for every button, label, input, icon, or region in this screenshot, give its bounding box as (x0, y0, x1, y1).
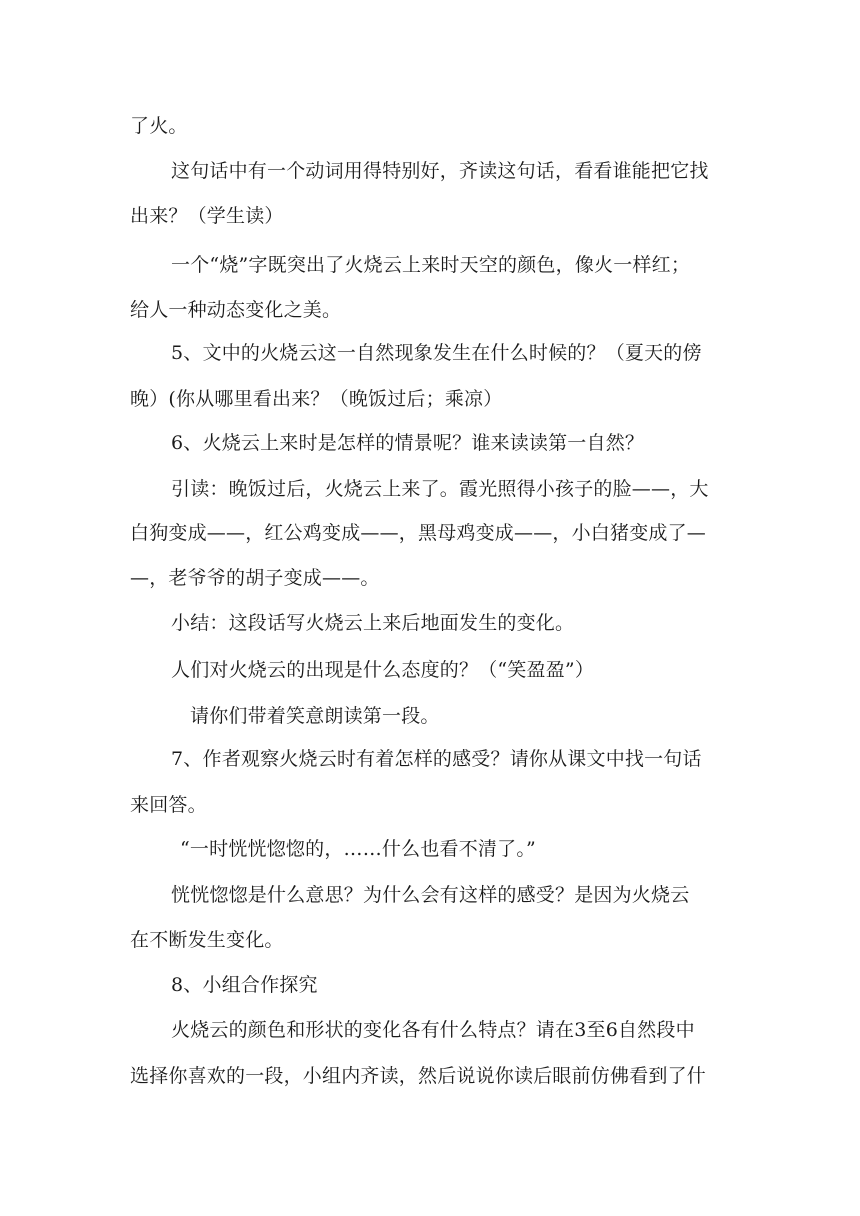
text-line: 6、火烧云上来时是怎样的情景呢？谁来读读第一自然？ (171, 432, 645, 454)
text-line: 小结：这段话写火烧云上来后地面发生的变化。 (171, 612, 575, 634)
text-line: 出来？（学生读） (130, 205, 284, 227)
text-line: 8、小组合作探究 (171, 974, 318, 996)
text-line: 引读：晚饭过后，火烧云上来了。霞光照得小孩子的脸——，大 (171, 478, 709, 500)
text-line: 一个“烧”字既突出了火烧云上来时天空的颜色，像火一样红； (171, 254, 691, 276)
text-line: 请你们带着笑意朗读第一段。 (190, 705, 440, 727)
text-line: 恍恍惚惚是什么意思？为什么会有这样的感受？是因为火烧云 (171, 884, 690, 906)
text-line: 这句话中有一个动词用得特别好，齐读这句话，看看谁能把它找 (171, 160, 709, 182)
text-line: 5、文中的火烧云这一自然现象发生在什么时候的？（夏天的傍 (171, 342, 702, 364)
text-line: 人们对火烧云的出现是什么态度的？（“笑盈盈”） (171, 659, 595, 681)
text-line: “一时恍恍惚惚的，……什么也看不清了。” (180, 838, 536, 860)
text-line: 在不断发生变化。 (130, 929, 284, 951)
text-line: 晚）(你从哪里看出来？（晚饭过后；乘凉） (130, 388, 503, 410)
text-line: 7、作者观察火烧云时有着怎样的感受？请你从课文中找一句话 (171, 748, 702, 770)
text-line: —，老爷爷的胡子变成——。 (130, 567, 380, 589)
text-line: 来回答。 (130, 794, 207, 816)
text-line: 白狗变成——，红公鸡变成——，黑母鸡变成——，小白猪变成了— (130, 522, 707, 544)
text-line: 给人一种动态变化之美。 (130, 299, 342, 321)
text-line: 了火。 (130, 115, 188, 137)
text-line: 选择你喜欢的一段，小组内齐读，然后说说你读后眼前仿佛看到了什 (130, 1065, 707, 1087)
text-line: 火烧云的颜色和形状的变化各有什么特点？请在3至6自然段中 (171, 1019, 695, 1041)
